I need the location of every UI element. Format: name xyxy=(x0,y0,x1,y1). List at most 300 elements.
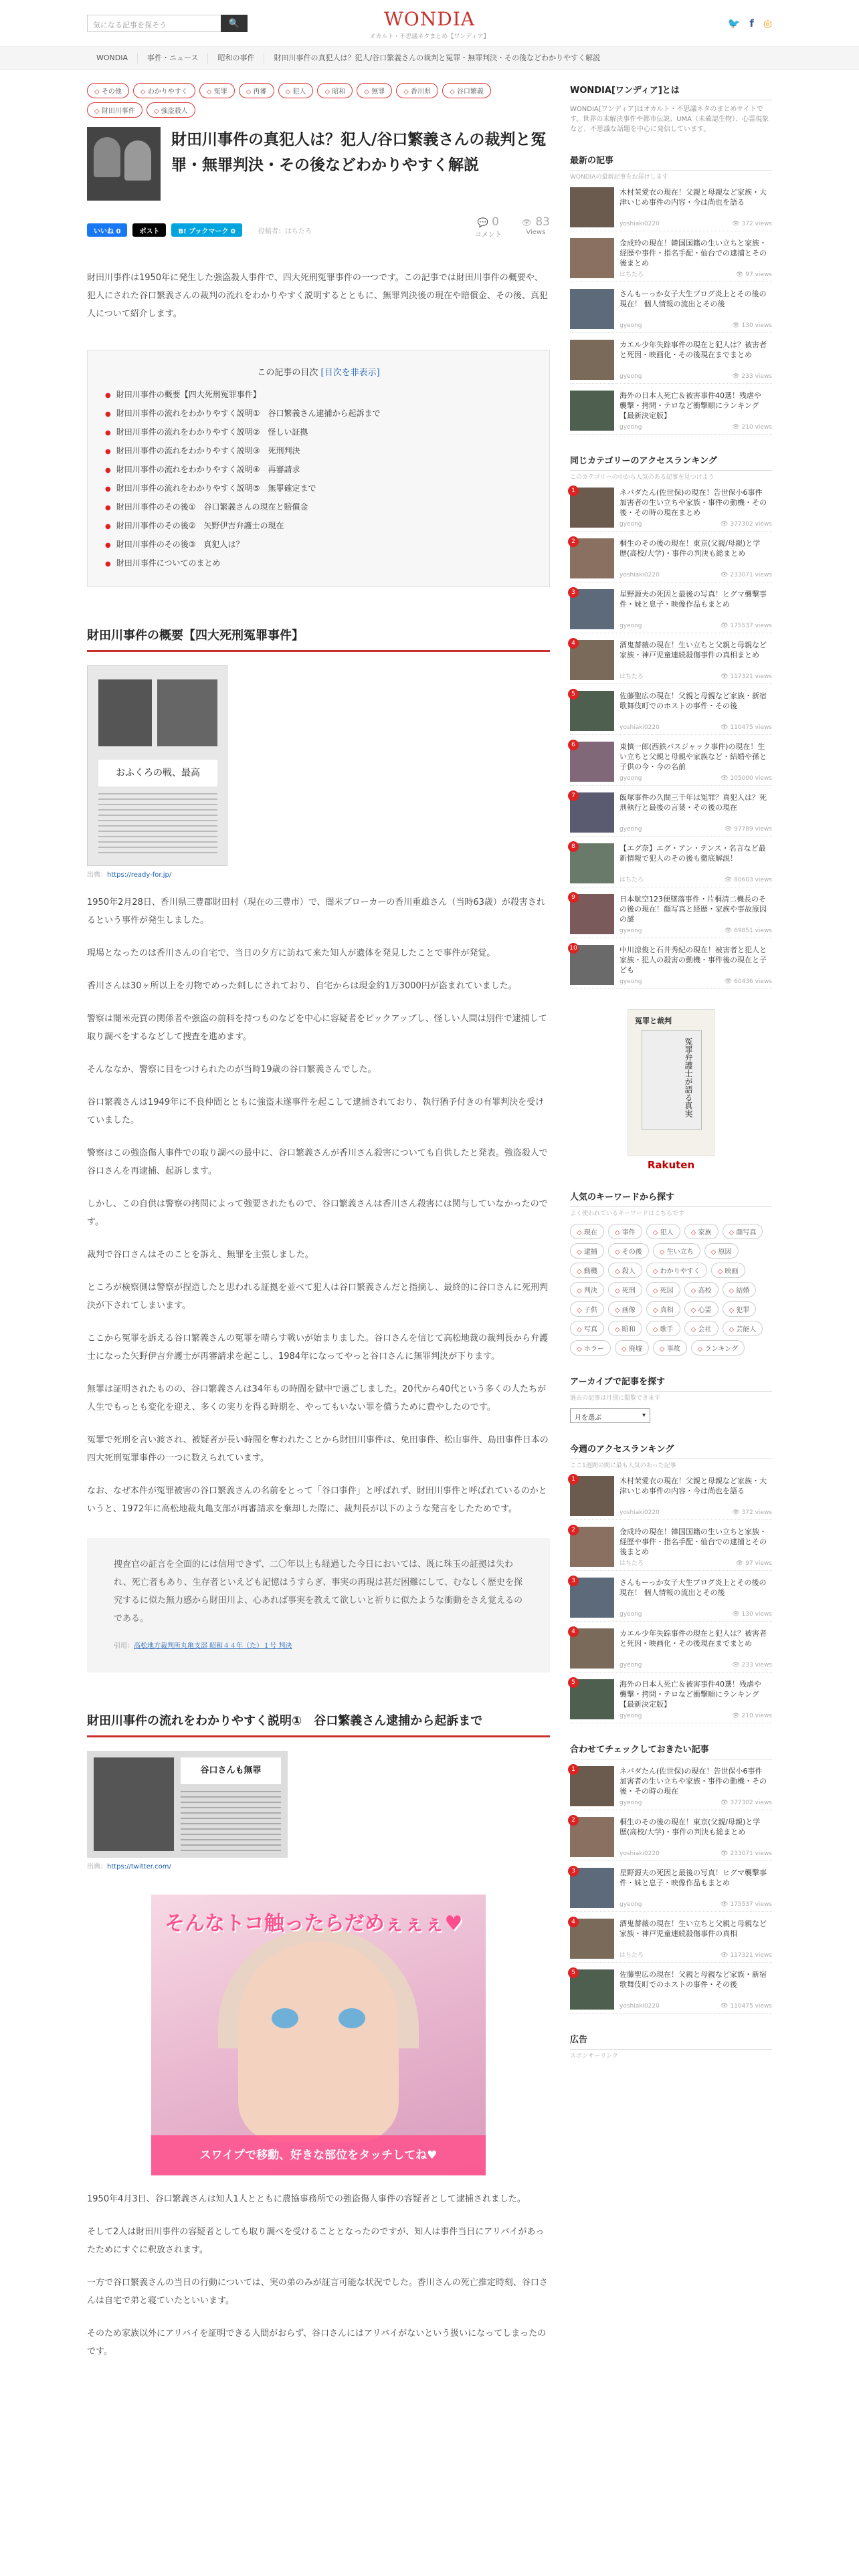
view-count xyxy=(725,877,772,883)
book-ad[interactable] xyxy=(628,1009,714,1156)
article-thumbnail[interactable] xyxy=(570,1476,614,1516)
paragraph: しかし、この自供は警察の拷問によって強要されたもので、谷口繁義さんは香川さん殺害には関与していなかったのです。 xyxy=(87,1199,548,1227)
article-thumbnail[interactable] xyxy=(570,1766,614,1806)
article-thumbnail[interactable] xyxy=(570,1969,614,2010)
article-author: gyeong xyxy=(619,1901,642,1908)
article-thumbnail xyxy=(87,127,161,201)
view-count-text: 233071 views xyxy=(730,1850,772,1857)
view-count-text: 60436 views xyxy=(734,978,772,985)
view-count xyxy=(732,221,772,227)
logo-text[interactable]: WONDIA xyxy=(384,8,475,30)
book-cover: 冤罪弁護士が語る真実 xyxy=(642,1030,702,1130)
rank-badge: 6 xyxy=(568,740,579,750)
eye-icon: 👁 xyxy=(735,1560,746,1567)
keyword-tag[interactable]: ◇ 結婚 xyxy=(723,1282,757,1297)
article-author: yoshiaki0220 xyxy=(619,572,660,578)
toc-item[interactable]: ● 財田川事件の概要【四大死刑冤罪事件】 xyxy=(105,386,532,405)
breadcrumb xyxy=(0,47,859,70)
keyword-tag[interactable]: ◇ ホラー xyxy=(570,1340,611,1356)
article-author: gyeong xyxy=(619,1800,642,1806)
sidebar-article-item[interactable] xyxy=(570,187,772,231)
eye-icon: 👁 xyxy=(724,928,735,934)
comment-icon: 💬 xyxy=(477,218,488,228)
paragraph: 無罪は証明されたものの、谷口繁義さんは34年もの時間を獄中で過ごしました。20代から40代という多くの人たちが人生でもっとも変化を迎え、多くの実りを得る時期を、やってもいない罪を償うために費やしたのです。 xyxy=(87,1384,547,1412)
article-thumbnail[interactable] xyxy=(570,1817,614,1857)
tag-list xyxy=(87,83,550,118)
eye-icon: 👁 xyxy=(724,826,735,833)
article-thumbnail[interactable] xyxy=(570,340,614,380)
article-author: はちたろ xyxy=(619,1560,644,1567)
tag-item[interactable]: ◇ 財田川事件 xyxy=(87,102,142,118)
article-thumbnail[interactable] xyxy=(570,1919,614,1959)
view-count-text: 97 views xyxy=(745,272,772,278)
keyword-tag[interactable]: ◇ 昭和 xyxy=(608,1321,642,1336)
article-link[interactable]: 木村茉愛衣の現在！父親と母親など家族・大津いじめ事件の内容・今は尚也を語る xyxy=(619,188,767,207)
view-count xyxy=(522,215,550,239)
ad-caption: スワイプで移動、好きな部位をタッチしてね♥ xyxy=(151,2135,486,2175)
sidebar-article-item[interactable] xyxy=(570,1527,772,1571)
view-count xyxy=(721,1800,772,1806)
keyword-tag[interactable]: ◇ 廃墟 xyxy=(615,1340,649,1356)
view-count xyxy=(732,322,772,329)
sidebar-article-item[interactable] xyxy=(570,1679,772,1723)
source-link-2[interactable]: https://twitter.com/ xyxy=(107,1863,171,1870)
article-thumbnail[interactable] xyxy=(570,1527,614,1567)
rank-badge: 5 xyxy=(568,1677,579,1688)
sidebar-article-item[interactable] xyxy=(570,1969,772,2014)
view-count-text: 210 views xyxy=(741,1713,772,1719)
check-title: 合わせてチェックしておきたい記事 xyxy=(570,1742,772,1759)
cite-link[interactable]: 高松地方裁判所丸亀支部 昭和４４年（た）１号 判決 xyxy=(134,1642,292,1650)
view-count xyxy=(721,521,772,528)
eye-icon: 👁 xyxy=(724,978,735,985)
paragraph: なお、なぜ本件が冤罪被害の谷口繁義さんの名前をとって「谷口事件」と呼ばれず、財田川事件と呼ばれているのかというと、1972年に高松地裁丸亀支部が再審請求を棄却した際に、裁判長が以下のような発言をしたためです。 xyxy=(87,1486,547,1514)
keyword-tag[interactable]: ◇ 判決 xyxy=(570,1282,604,1297)
article-author: はちたろ xyxy=(619,673,644,680)
article-link[interactable]: ネバダたん(佐世保)の現在！告世保小6事件加害者の生い立ちや家族・事件の動機・その後・その時の現在まとめ xyxy=(619,488,767,517)
view-count-text: 175537 views xyxy=(730,623,772,629)
sidebar-article-item[interactable] xyxy=(570,691,772,735)
overview-paragraphs xyxy=(87,893,550,1518)
keyword-tag[interactable]: ◇ 家族 xyxy=(684,1224,719,1239)
quote-citation xyxy=(114,1637,523,1655)
keyword-tag[interactable]: ◇ 事件 xyxy=(608,1224,642,1239)
sidebar-article-item[interactable] xyxy=(570,640,772,684)
rss-icon[interactable]: ◎ xyxy=(763,17,772,29)
toc-heading xyxy=(105,365,532,378)
article-author: yoshiaki0220 xyxy=(619,221,660,227)
sidebar-article-item[interactable] xyxy=(570,742,772,786)
view-count xyxy=(721,673,772,680)
eye-icon: 👁 xyxy=(721,1800,731,1806)
tag-item[interactable]: ◇ 冤罪 xyxy=(199,83,235,98)
rank-badge: 1 xyxy=(568,486,579,496)
toc-toggle[interactable]: [目次を非表示] xyxy=(320,368,380,378)
rank-badge: 10 xyxy=(568,943,579,954)
article-link[interactable]: 佐藤聖広の現在！父親と母親など家族・新宿歌舞伎町でのホストの事件・その後 xyxy=(619,1970,767,1989)
keyword-tag[interactable]: ◇ 殺人 xyxy=(608,1263,642,1278)
keyword-tag[interactable]: ◇ 心霊 xyxy=(684,1301,719,1317)
tag-item[interactable]: ◇ 香川県 xyxy=(396,83,438,98)
toc-title: この記事の目次 xyxy=(257,368,318,378)
view-count-text: 130 views xyxy=(741,322,772,329)
eye-icon: 👁 xyxy=(521,218,532,227)
article-link[interactable]: 木村茉愛衣の現在！父親と母親など家族・大津いじめ事件の内容・今は尚也を語る xyxy=(619,1477,767,1495)
sidebar-article-item[interactable] xyxy=(570,238,772,282)
article-author[interactable]: 投稿者：はちたろ xyxy=(258,227,312,235)
sidebar-article-item[interactable] xyxy=(570,894,772,938)
view-count xyxy=(721,1952,772,1959)
article-author: gyeong xyxy=(619,424,642,431)
article-link[interactable]: 金成玲の現在！韓国国籍の生い立ちと家族・経歴や事件・指名手配・仙台での逮捕とその後まとめ xyxy=(619,1527,767,1556)
article-author: gyeong xyxy=(619,775,642,782)
rank-badge: 2 xyxy=(568,1815,579,1826)
keyword-tag[interactable]: ◇ わかりやすく xyxy=(646,1263,707,1278)
keyword-tag[interactable]: ◇ その後 xyxy=(608,1243,649,1259)
toc-item[interactable]: ● 財田川事件のその後② 矢野伊吉弁護士の現在 xyxy=(105,517,532,536)
comment-label: コメント xyxy=(474,231,502,239)
article-author: gyeong xyxy=(619,1662,642,1669)
keyword-tag[interactable]: ◇ 真相 xyxy=(646,1301,680,1317)
article-thumbnail[interactable] xyxy=(570,945,614,985)
article-thumbnail[interactable] xyxy=(570,792,614,833)
advertisement-banner[interactable] xyxy=(151,1895,486,2175)
cite-label: 引用： xyxy=(114,1642,134,1650)
article-author: はちたろ xyxy=(619,877,644,883)
article-link[interactable]: 酒鬼薔薇の現在！生い立ちと父親と母親など家族・神戸児童連続殺傷事件の真相 xyxy=(619,1919,767,1938)
article-link[interactable]: ネバダたん(佐世保)の現在！告世保小6事件加害者の生い立ちや家族・事件の動機・その後・その時の現在 xyxy=(619,1767,767,1796)
search-icon: 🔍 xyxy=(228,18,240,29)
view-count xyxy=(732,1509,772,1516)
article-thumbnail[interactable] xyxy=(570,238,614,278)
article-link[interactable]: 桐生のその後の現在！東京(父親/母親)と学歴(高校/大学)・事件の判決も総まとめ xyxy=(619,1818,761,1836)
view-count-text: 105000 views xyxy=(730,775,772,782)
rank-title: 同じカテゴリーのアクセスランキング xyxy=(570,453,772,471)
keyword-tag[interactable]: ◇ 生い立ち xyxy=(653,1243,700,1259)
keyword-tag[interactable]: ◇ 高校 xyxy=(684,1282,719,1297)
keyword-tag[interactable]: ◇ 死因 xyxy=(646,1282,680,1297)
eye-icon: 👁 xyxy=(721,1850,731,1857)
view-count-text: 210 views xyxy=(741,424,772,431)
article-author: gyeong xyxy=(619,1713,642,1719)
sidebar-article-item[interactable] xyxy=(570,792,772,837)
keyword-tag[interactable]: ◇ 動機 xyxy=(570,1263,604,1278)
view-count xyxy=(732,1611,772,1618)
article-link[interactable]: 【エグ奈】エグ・アン・テンス・名言など最新情報で犯人のその後も徹底解説！ xyxy=(619,844,766,863)
sidebar-article-item[interactable] xyxy=(570,488,772,532)
archive-block xyxy=(570,1374,772,1423)
keyword-tag[interactable]: ◇ 顔写真 xyxy=(723,1224,763,1239)
toc-item[interactable]: ● 財田川事件のその後③ 真犯人は？ xyxy=(105,536,532,554)
article-author: はちたろ xyxy=(619,1952,644,1959)
article-thumbnail[interactable] xyxy=(570,843,614,883)
sidebar-article-item[interactable] xyxy=(570,391,772,435)
article-link[interactable]: カエル少年失踪事件の現在と犯人は？被害者と死因・映画化・その後現在までまとめ xyxy=(619,340,767,359)
article-meta xyxy=(87,215,550,245)
article-link[interactable]: 桐生のその後の現在！東京(父親/母親)と学歴(高校/大学)・事件の判決も総まとめ xyxy=(619,539,761,558)
keyword-tag[interactable]: ◇ 映画 xyxy=(711,1263,745,1278)
view-count xyxy=(732,424,772,431)
eye-icon: 👁 xyxy=(732,424,742,431)
toc-item[interactable]: ● 財田川事件についてのまとめ xyxy=(105,554,532,573)
article-author: yoshiaki0220 xyxy=(619,2003,660,2010)
ad-title: 広告 xyxy=(570,2032,772,2050)
rank-badge: 5 xyxy=(568,689,579,700)
breadcrumb-category[interactable]: 事件・ニュース xyxy=(138,53,208,64)
article-author: gyeong xyxy=(619,373,642,380)
article-link[interactable]: 飯塚事件の久間三千年は冤罪？真犯人は？死刑執行と最後の言葉・その後の現在 xyxy=(619,793,767,812)
about-block xyxy=(570,83,772,134)
article-title: 財田川事件の真犯人は？犯人/谷口繁義さんの裁判と冤罪・無罪判決・その後などわかりやすく解説 xyxy=(171,131,547,174)
sidebar-article-item[interactable] xyxy=(570,589,772,633)
paragraph: そんななか、警察に目をつけられたのが当時19歳の谷口繁義さんでした。 xyxy=(87,1065,377,1075)
rank-badge: 4 xyxy=(568,1626,579,1637)
check-block xyxy=(570,1742,772,2014)
keyword-tag[interactable]: ◇ 事故 xyxy=(653,1340,687,1356)
article-thumbnail[interactable] xyxy=(570,538,614,578)
eye-icon: 👁 xyxy=(721,724,731,731)
rank-badge: 8 xyxy=(568,841,579,852)
newspaper-headline-2: 谷口さんも無罪 xyxy=(181,1757,281,1784)
toc-item[interactable]: ● 財田川事件のその後① 谷口繁義さんの現在と賠償金 xyxy=(105,498,532,517)
rank-badge: 3 xyxy=(568,1576,579,1586)
article-thumbnail[interactable] xyxy=(570,1679,614,1719)
sidebar-article-item[interactable] xyxy=(570,340,772,384)
tag-item[interactable]: ◇ 再審 xyxy=(239,83,274,98)
toc-item[interactable]: ● 財田川事件の流れをわかりやすく説明④ 再審請求 xyxy=(105,461,532,479)
sidebar-article-item[interactable] xyxy=(570,1868,772,1912)
eye-icon: 👁 xyxy=(721,2003,731,2010)
weekly-rank-subtitle: ここ1週間の間に最も人気のあった記事 xyxy=(570,1463,676,1469)
latest-block xyxy=(570,153,772,435)
article-author: gyeong xyxy=(619,623,642,629)
source-label: 出典： xyxy=(87,871,107,879)
article-thumbnail[interactable] xyxy=(570,640,614,680)
keyword-tag[interactable]: ◇ 現在 xyxy=(570,1224,604,1239)
about-title: WONDIA[ワンディア]とは xyxy=(570,83,772,100)
eye-icon: 👁 xyxy=(721,1901,731,1908)
keyword-tag[interactable]: ◇ ランキング xyxy=(691,1340,745,1356)
tag-item[interactable]: ◇ 強盗殺人 xyxy=(147,102,195,118)
article-link[interactable]: 星野源夫の死因と最後の写真！ヒグマ襲撃事件・妹と息子・映像作品もまとめ xyxy=(619,590,767,609)
rakuten-logo[interactable]: Rakuten xyxy=(647,1159,695,1171)
article-thumbnail[interactable] xyxy=(570,1578,614,1618)
article-author: gyeong xyxy=(619,978,642,985)
view-count xyxy=(721,1850,772,1857)
eye-icon: 👁 xyxy=(735,272,746,278)
ad-subtitle: スポンサーリンク xyxy=(570,2053,618,2060)
search-input[interactable]: 気になる記事を探そう xyxy=(87,15,221,32)
view-count-text: 233 views xyxy=(741,373,772,380)
eye-icon: 👁 xyxy=(721,521,731,528)
article-link[interactable]: 佐藤聖広の現在！父親と母親など家族・新宿歌舞伎町でのホストの事件・その後 xyxy=(619,691,767,710)
sidebar-article-item[interactable] xyxy=(570,1476,772,1520)
facebook-like-button[interactable]: いいね 0 xyxy=(87,223,127,237)
breadcrumb-subcategory[interactable]: 昭和の事件 xyxy=(208,53,264,64)
view-count-text: 80603 views xyxy=(734,877,772,883)
rank-badge: 9 xyxy=(568,892,579,903)
paragraph: 香川さんは30ヶ所以上を刃物でめった刺しにされており、自宅からは現金約1万3000円が盗まれていました。 xyxy=(87,981,517,991)
rank-badge: 2 xyxy=(568,1525,579,1535)
keyword-tag[interactable]: ◇ 会社 xyxy=(684,1321,719,1336)
eye-icon: 👁 xyxy=(732,1509,742,1516)
article-thumbnail[interactable] xyxy=(570,894,614,934)
eye-icon: 👁 xyxy=(721,775,731,782)
sidebar xyxy=(570,83,772,2060)
rank-badge: 3 xyxy=(568,1866,579,1876)
article-author: gyeong xyxy=(619,928,642,934)
rank-badge: 2 xyxy=(568,536,579,547)
keyword-subtitle: よく使われているキーワードはこちらです xyxy=(570,1210,684,1217)
article-thumbnail[interactable] xyxy=(570,1628,614,1669)
comment-number: 0 xyxy=(492,215,499,229)
sidebar-article-item[interactable] xyxy=(570,1578,772,1622)
paragraph: 谷口繁義さんは1949年に不良仲間とともに強盗未遂事件を起こして逮捕されており、執行猶予付きの有罪判決を受けていました。 xyxy=(87,1097,545,1125)
keyword-tag[interactable]: ◇ 原因 xyxy=(704,1243,739,1259)
sidebar-article-item[interactable] xyxy=(570,1919,772,1963)
tag-item[interactable]: ◇ その他 xyxy=(87,83,129,98)
article-thumbnail[interactable] xyxy=(570,391,614,431)
keyword-tag[interactable]: ◇ 逮捕 xyxy=(570,1243,604,1259)
article-link[interactable]: 酒鬼薔薇の現在！生い立ちと父親と母親など家族・神戸児童連続殺傷事件の真相まとめ xyxy=(619,641,767,659)
view-count-text: 372 views xyxy=(741,221,772,227)
article-thumbnail[interactable] xyxy=(570,289,614,329)
article-link[interactable]: 日本航空123便墜落事件・片桐清二機長のその後の現在！顔写真と経歴・家族や事故原因の謎 xyxy=(619,895,767,924)
paragraph: ここから冤罪を訴える谷口繁義さんの冤罪を晴らす戦いが始まりました。谷口さんを信じて高松地裁の裁判長から弁護士になった矢野伊吉弁護士が再審請求を起こし、1984年になってやっと谷口さんに無罪判決が下ります。 xyxy=(87,1333,549,1362)
article-author: yoshiaki0220 xyxy=(619,1850,660,1857)
article-author: gyeong xyxy=(619,1611,642,1618)
keyword-tag[interactable]: ◇ 犯人 xyxy=(646,1224,680,1239)
keyword-tag[interactable]: ◇ 芸能人 xyxy=(723,1321,763,1336)
quote-text: 捜査官の証言を全面的には信用できず、二〇年以上も経過した今日においては、既に珠玉の証拠は失われ、死亡者もあり、生存者といえども記憶はうすらぎ、事実の再現は甚だ困難にして、むなしく歴史を探究するに似た無力感から財田川よ、心あれば事実を教えて欲しいと祈りに似たような衝動をさえ覚えるのである。 xyxy=(114,1560,523,1624)
sidebar-article-item[interactable] xyxy=(570,945,772,989)
view-count-text: 372 views xyxy=(741,1509,772,1516)
article-thumbnail[interactable] xyxy=(570,742,614,782)
paragraph: 現場となったのは香川さんの自宅で、当日の夕方に訪ねて来た知人が遺体を発見したことで事件が発覚。 xyxy=(87,948,496,958)
paragraph: そして2人は財田川事件の容疑者としても取り調べを受けることとなったのですが、知人は事件当日にアリバイがあったためにすぐに釈放されます。 xyxy=(87,2227,545,2255)
top-bar xyxy=(0,0,859,47)
view-count xyxy=(725,826,772,833)
sidebar-article-item[interactable] xyxy=(570,538,772,582)
paragraph: 1950年2月28日、香川県三豊郡財田村（現在の三豊市）で、闇米ブローカーの香川重雄さん（当時63歳）が殺害されるという事件が発生しました。 xyxy=(87,897,545,926)
newspaper-headline: おふくろの戦、最高 xyxy=(98,760,217,786)
tag-item[interactable]: ◇ 昭和 xyxy=(317,83,353,98)
facebook-icon[interactable]: f xyxy=(749,17,754,29)
paragraph: 1950年4月3日、谷口繁義さんは知人1人とともに農協事務所での強盗傷人事件の容疑者として逮捕されました。 xyxy=(87,2194,526,2204)
view-count xyxy=(721,1901,772,1908)
keyword-tag[interactable]: ◇ 死刑 xyxy=(608,1282,642,1297)
keyword-tag[interactable]: ◇ 歌手 xyxy=(646,1321,680,1336)
rank-badge: 4 xyxy=(568,1917,579,1927)
rank-badge: 3 xyxy=(568,587,579,598)
toc-list xyxy=(105,386,532,573)
logo-tagline: オカルト・不思議ネタまとめ【ワンディア】 xyxy=(369,33,490,40)
view-count xyxy=(736,1560,772,1567)
article-thumbnail[interactable] xyxy=(570,1868,614,1908)
toc-item[interactable]: ● 財田川事件の流れをわかりやすく説明③ 死刑判決 xyxy=(105,442,532,461)
comment-count[interactable] xyxy=(475,215,502,239)
article-author: yoshiaki0220 xyxy=(619,1509,660,1516)
view-count-text: 233071 views xyxy=(730,572,772,578)
toc-item[interactable]: ● 財田川事件の流れをわかりやすく説明① 谷口繁義さん逮捕から起訴まで xyxy=(105,405,532,423)
sidebar-article-item[interactable] xyxy=(570,843,772,887)
article-link[interactable]: さんもーっか女子大生ブログ炎上とその後の現在！ 個人情報の流出とその後 xyxy=(619,290,767,308)
archive-select[interactable] xyxy=(570,1408,650,1423)
section-heading-flow-1: 財田川事件の流れをわかりやすく説明① 谷口繁義さん逮捕から起訴まで xyxy=(87,1711,550,1737)
image-source-2 xyxy=(87,1860,550,1870)
chevron-down-icon: ▾ xyxy=(642,1412,646,1419)
toc-item[interactable]: ● 財田川事件の流れをわかりやすく説明② 怪しい証拠 xyxy=(105,423,532,442)
keyword-block xyxy=(570,1190,772,1356)
view-count xyxy=(732,1713,772,1719)
keyword-title: 人気のキーワードから探す xyxy=(570,1190,772,1207)
view-count xyxy=(732,373,772,380)
source-link[interactable]: https://ready-for.jp/ xyxy=(107,871,172,879)
article-link[interactable]: カエル少年失踪事件の現在と犯人は？被害者と死因・映画化・その後現在までまとめ xyxy=(619,1629,767,1648)
keyword-tag[interactable]: ◇ 画像 xyxy=(608,1301,642,1317)
article-link[interactable]: 海外の日本人死亡＆被害事件40選！残虐や襲撃・拷問・テロなど衝撃順にランキング【最新決定版】 xyxy=(619,1680,761,1709)
article-counts xyxy=(475,215,550,239)
view-count-text: 117321 views xyxy=(730,673,772,680)
toc-item[interactable]: ● 財田川事件の流れをわかりやすく説明⑤ 無罪確定まで xyxy=(105,479,532,498)
rank-badge: 1 xyxy=(568,1474,579,1485)
view-count-text: 110475 views xyxy=(730,724,772,731)
paragraph: 警察はこの強盗傷人事件での取り調べの最中に、谷口繁義さんが香川さん殺害についても自供したと発表。強盗殺人で谷口さんを再逮捕、起訴します。 xyxy=(87,1148,548,1176)
twitter-icon[interactable]: 🐦 xyxy=(727,17,741,29)
article-thumbnail[interactable] xyxy=(570,488,614,528)
tag-item[interactable]: ◇ 無罪 xyxy=(357,83,392,98)
hatena-bookmark-button[interactable]: B! ブックマーク 0 xyxy=(171,223,242,237)
rank-block xyxy=(570,453,772,989)
view-count xyxy=(725,928,772,934)
keyword-tag[interactable]: ◇ 子供 xyxy=(570,1301,604,1317)
article-thumbnail[interactable] xyxy=(570,589,614,629)
x-post-button[interactable]: ポスト xyxy=(132,223,166,237)
eye-icon: 👁 xyxy=(721,572,731,578)
rank-badge: 5 xyxy=(568,1967,579,1978)
tag-item[interactable]: ◇ 谷口繁義 xyxy=(442,83,491,98)
newspaper-image-2 xyxy=(87,1751,288,1858)
article-link[interactable]: さんもーっか女子大生ブログ炎上とその後の現在！ 個人情報の流出とその後 xyxy=(619,1578,767,1597)
flow-paragraphs xyxy=(87,2190,550,2361)
view-count-text: 175537 views xyxy=(730,1901,772,1908)
source-label-2: 出典： xyxy=(87,1863,107,1870)
article-author: yoshiaki0220 xyxy=(619,724,660,731)
article-link[interactable]: 東慎一郎(西鉄バスジャック事件)の現在！生い立ちと父親と母親や家族など・結婚や孫と子供の今・今の名前 xyxy=(619,742,767,771)
article-thumbnail[interactable] xyxy=(570,691,614,731)
sidebar-article-item[interactable] xyxy=(570,289,772,333)
keyword-tag[interactable]: ◇ 写真 xyxy=(570,1321,604,1336)
article-link[interactable]: 星野源夫の死因と最後の写真！ヒグマ襲撃事件・妹と息子・映像作品もまとめ xyxy=(619,1868,767,1887)
sidebar-article-item[interactable] xyxy=(570,1817,772,1861)
breadcrumb-home[interactable]: WONDIA xyxy=(87,53,138,64)
article-link[interactable]: 金成玲の現在！韓国国籍の生い立ちと家族・経歴や事件・指名手配・仙台での逮捕とその後まとめ xyxy=(619,239,767,267)
tag-item[interactable]: ◇ わかりやすく xyxy=(133,83,195,98)
article-link[interactable]: 中川涼俊と石井秀紀の現在！被害者と犯人と家族・犯人の殺害の動機・事件後の現在と子ども xyxy=(619,946,767,974)
view-count-text: 130 views xyxy=(741,1611,772,1618)
article-author: gyeong xyxy=(619,826,642,833)
sidebar-article-item[interactable] xyxy=(570,1628,772,1673)
tag-item[interactable]: ◇ 犯人 xyxy=(278,83,314,98)
keyword-list xyxy=(570,1224,772,1356)
article-link[interactable]: 海外の日本人死亡＆被害事件40選！残虐や襲撃・拷問・テロなど衝撃順にランキング【最新決定版】 xyxy=(619,391,761,420)
paragraph: ところが検察側は警察が捏造したと思われる証拠を並べて犯人は谷口繁義さんだと指摘し、最終的に谷口さんに死刑判決が下されてしまいます。 xyxy=(87,1283,549,1311)
sidebar-article-item[interactable] xyxy=(570,1766,772,1810)
keyword-tag[interactable]: ◇ 犯罪 xyxy=(723,1301,757,1317)
paragraph: そのため家族以外にアリバイを証明できる人間がおらず、谷口さんにはアリバイがないという扱いになってしまったのです。 xyxy=(87,2329,547,2357)
article-thumbnail[interactable] xyxy=(570,187,614,227)
eye-icon: 👁 xyxy=(721,623,731,629)
